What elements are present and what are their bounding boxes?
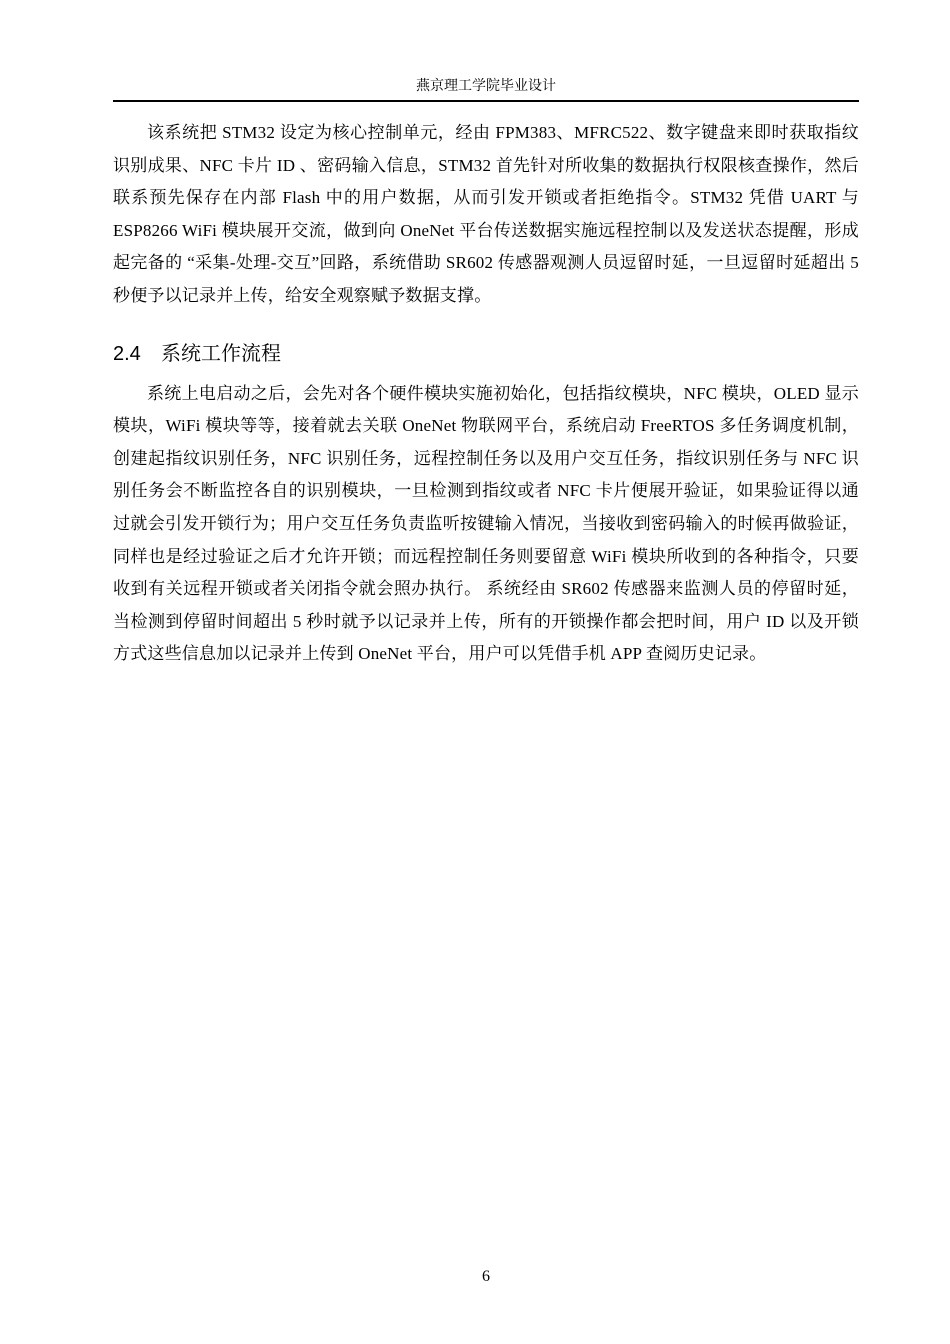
page-number: 6 xyxy=(482,1268,490,1285)
body-paragraph-1: 该系统把 STM32 设定为核心控制单元，经由 FPM383、MFRC522、数字键盘来即时获取指纹识别成果、NFC 卡片 ID 、密码输入信息，STM32 首先针对所收集的数据执行权限核查操作，然后联系预先保存在内部 Flash 中的用户数据，从而引发开锁或者拒绝指令。STM32 凭借 UART 与 ESP8266 WiFi 模块展开交流，做到向 OneNet 平台传送数据实施远程控制以及发送状态提醒，形成起完备的 “采集-处理-交互”回路，系统借助 SR602 传感器观测人员逗留时延，一旦逗留时延超出 5 秒便予以记录并上传，给安全观察赋予数据支撑。 xyxy=(113,123,859,305)
page-content xyxy=(113,117,859,671)
body-paragraph-2: 系统上电启动之后，会先对各个硬件模块实施初始化，包括指纹模块，NFC 模块，OLED 显示模块，WiFi 模块等等，接着就去关联 OneNet 物联网平台，系统启动 FreeRTOS 多任务调度机制，创建起指纹识别任务，NFC 识别任务，远程控制任务以及用户交互任务，指纹识别任务与 NFC 识别任务会不断监控各自的识别模块，一旦检测到指纹或者 NFC 卡片便展开验证，如果验证得以通过就会引发开锁行为；用户交互任务负责监听按键输入情况，当接收到密码输入的时候再做验证，同样也是经过验证之后才允许开锁；而远程控制任务则要留意 WiFi 模块所收到的各种指令，只要收到有关远程开锁或者关闭指令就会照办执行。 系统经由 SR602 传感器来监测人员的停留时延，当检测到停留时间超出 5 秒时就予以记录并上传，所有的开锁操作都会把时间，用户 ID 以及开锁方式这些信息加以记录并上传到 OneNet 平台，用户可以凭借手机 APP 查阅历史记录。 xyxy=(113,383,859,664)
section-title: 系统工作流程 xyxy=(161,340,281,365)
section-heading xyxy=(113,337,859,370)
header-rule xyxy=(113,100,859,102)
page-header: 燕京理工学院毕业设计 xyxy=(416,78,556,94)
section-number: 2.4 xyxy=(113,342,141,365)
